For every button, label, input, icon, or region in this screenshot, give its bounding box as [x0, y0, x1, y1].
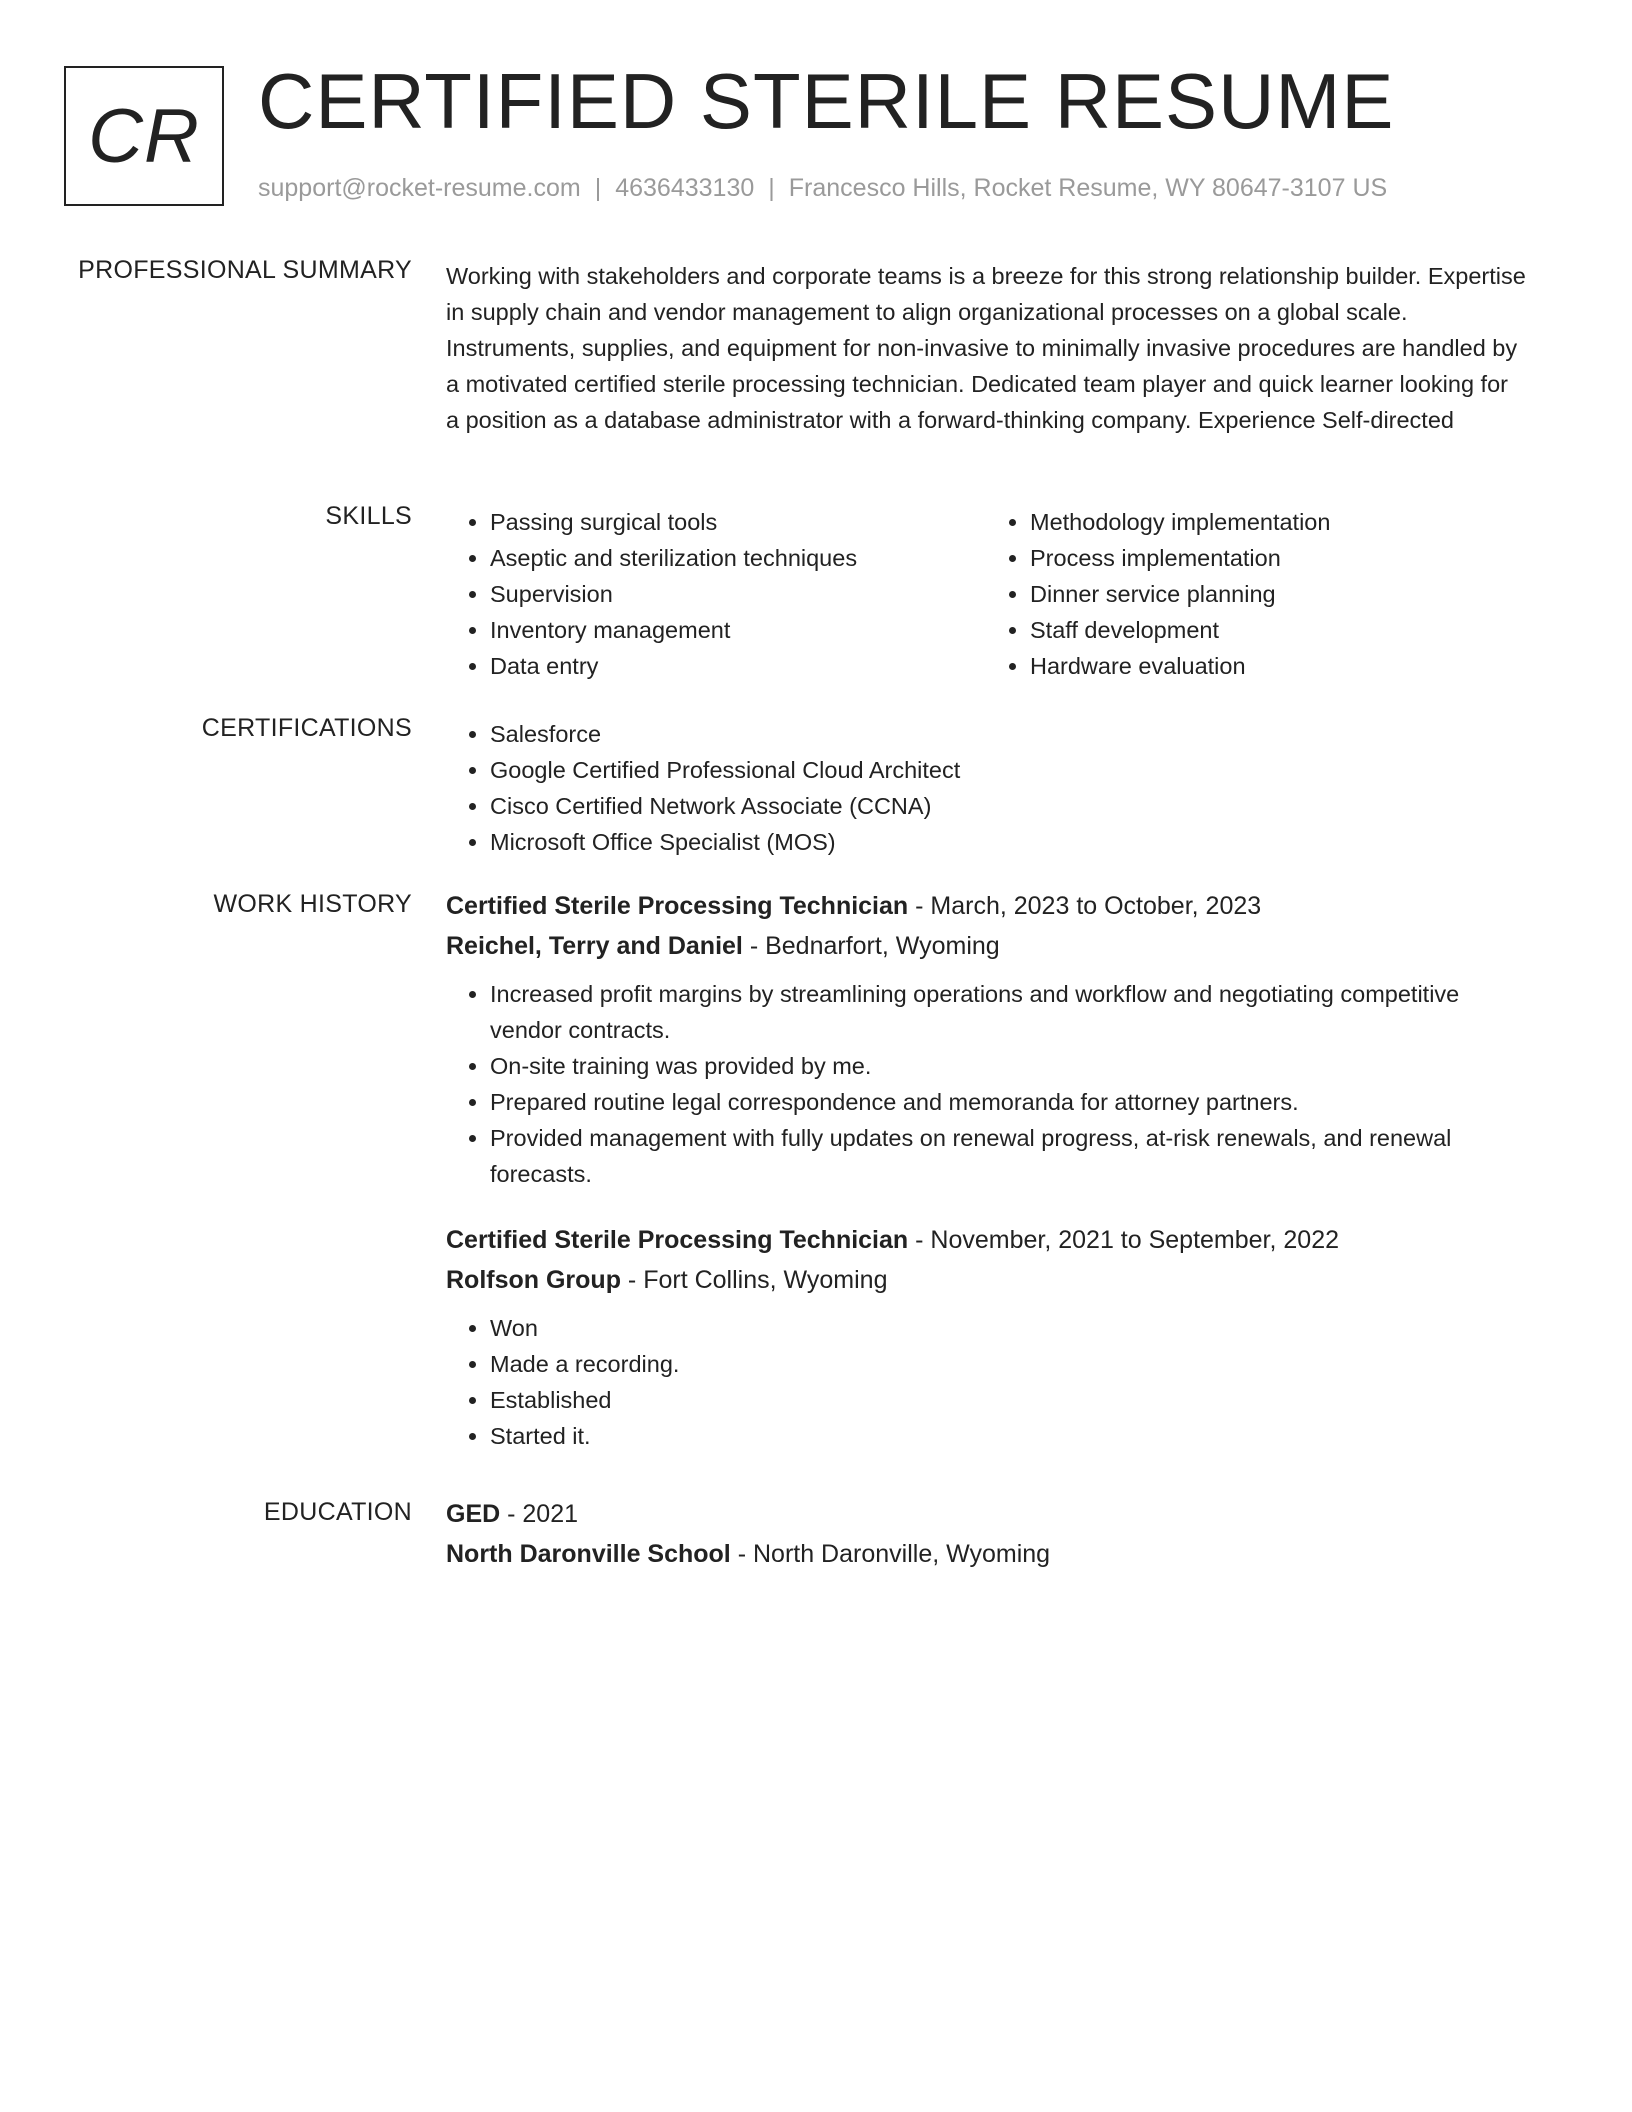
summary-label: PROFESSIONAL SUMMARY: [78, 256, 412, 284]
certification-item: • Cisco Certified Network Associate (CCNA): [490, 788, 1526, 824]
job-bullet: • Provided management with fully updates on renewal progress, at-risk renewals, and renewal forecasts.: [490, 1120, 1526, 1192]
job-entry: [446, 1220, 1526, 1454]
contact-separator: |: [768, 174, 775, 202]
job-bullet: • Established: [490, 1382, 1526, 1418]
job-title: Certified Sterile Processing Technician: [446, 1226, 909, 1254]
skill-item: • Hardware evaluation: [1030, 648, 1526, 684]
education-label: EDUCATION: [263, 1498, 412, 1526]
skill-item: • Methodology implementation: [1030, 504, 1526, 540]
job-company: Rolfson Group: [446, 1266, 621, 1294]
job-location: - Fort Collins, Wyoming: [620, 1266, 888, 1294]
certifications-label: CERTIFICATIONS: [201, 714, 412, 742]
job-bullet: • Made a recording.: [490, 1346, 1526, 1382]
job-bullet: • Won: [490, 1310, 1526, 1346]
job-bullet: • Prepared routine legal correspondence and memoranda for attorney partners.: [490, 1084, 1526, 1120]
skills-list-right: [986, 504, 1526, 684]
job-dates: - November, 2021 to September, 2022: [908, 1226, 1340, 1254]
job-title: Certified Sterile Processing Technician: [446, 892, 909, 920]
monogram-box: [64, 66, 224, 206]
skills-list-left: [446, 504, 986, 684]
education-degree-line: [446, 1494, 1526, 1534]
job-location: - Bednarfort, Wyoming: [742, 932, 1000, 960]
skill-item: • Supervision: [490, 576, 986, 612]
skill-item: • Process implementation: [1030, 540, 1526, 576]
job-bullets: [446, 1310, 1526, 1454]
education-school-line: [446, 1534, 1526, 1574]
job-dates: - March, 2023 to October, 2023: [908, 892, 1262, 920]
contact-phone: 4636433130: [615, 174, 755, 202]
job-company: Reichel, Terry and Daniel: [446, 932, 743, 960]
certification-item: • Salesforce: [490, 716, 1526, 752]
job-title-line: [446, 886, 1526, 926]
resume-title: CERTIFIED STERILE RESUME: [258, 57, 1395, 145]
contact-separator: |: [594, 174, 602, 202]
job-company-line: [446, 926, 1526, 966]
certification-item: • Microsoft Office Specialist (MOS): [490, 824, 1526, 860]
job-bullet: • Started it.: [490, 1418, 1526, 1454]
skills-label: SKILLS: [325, 502, 412, 530]
skill-item: • Data entry: [490, 648, 986, 684]
job-entry: [446, 886, 1526, 1192]
summary-text: Working with stakeholders and corporate teams is a breeze for this strong relationship builder. Expertise in supply chain and vendor management to align organizational processes on a global scale. Instruments, supplies, and equipment for non-invasive to minimally invasive procedures are handled by a motivated certified sterile processing technician. Dedicated team player and quick learner looking for a position as a database administrator with a forward-thinking company. Experience Self-directed: [446, 263, 1526, 433]
job-bullets: [446, 976, 1526, 1192]
contact-line: [258, 174, 1387, 203]
job-title-line: [446, 1220, 1526, 1260]
education-school: North Daronville School: [446, 1540, 731, 1568]
contact-address: Francesco Hills, Rocket Resume, WY 80647-3107 US: [788, 174, 1388, 202]
education-location: - North Daronville, Wyoming: [730, 1540, 1051, 1568]
contact-email: support@rocket-resume.com: [258, 174, 581, 202]
skill-item: • Passing surgical tools: [490, 504, 986, 540]
education-year: - 2021: [500, 1500, 579, 1528]
education-degree: GED: [446, 1500, 501, 1528]
monogram-initials: CR: [88, 93, 200, 179]
skill-item: • Staff development: [1030, 612, 1526, 648]
skill-item: • Inventory management: [490, 612, 986, 648]
skill-item: • Aseptic and sterilization techniques: [490, 540, 986, 576]
job-bullet: • Increased profit margins by streamlining operations and workflow and negotiating competitive vendor contracts.: [490, 976, 1526, 1048]
certification-item: • Google Certified Professional Cloud Architect: [490, 752, 1526, 788]
job-company-line: [446, 1260, 1526, 1300]
certifications-list: [446, 716, 1526, 860]
work-history-label: WORK HISTORY: [213, 890, 412, 918]
job-bullet: • On-site training was provided by me.: [490, 1048, 1526, 1084]
skill-item: • Dinner service planning: [1030, 576, 1526, 612]
